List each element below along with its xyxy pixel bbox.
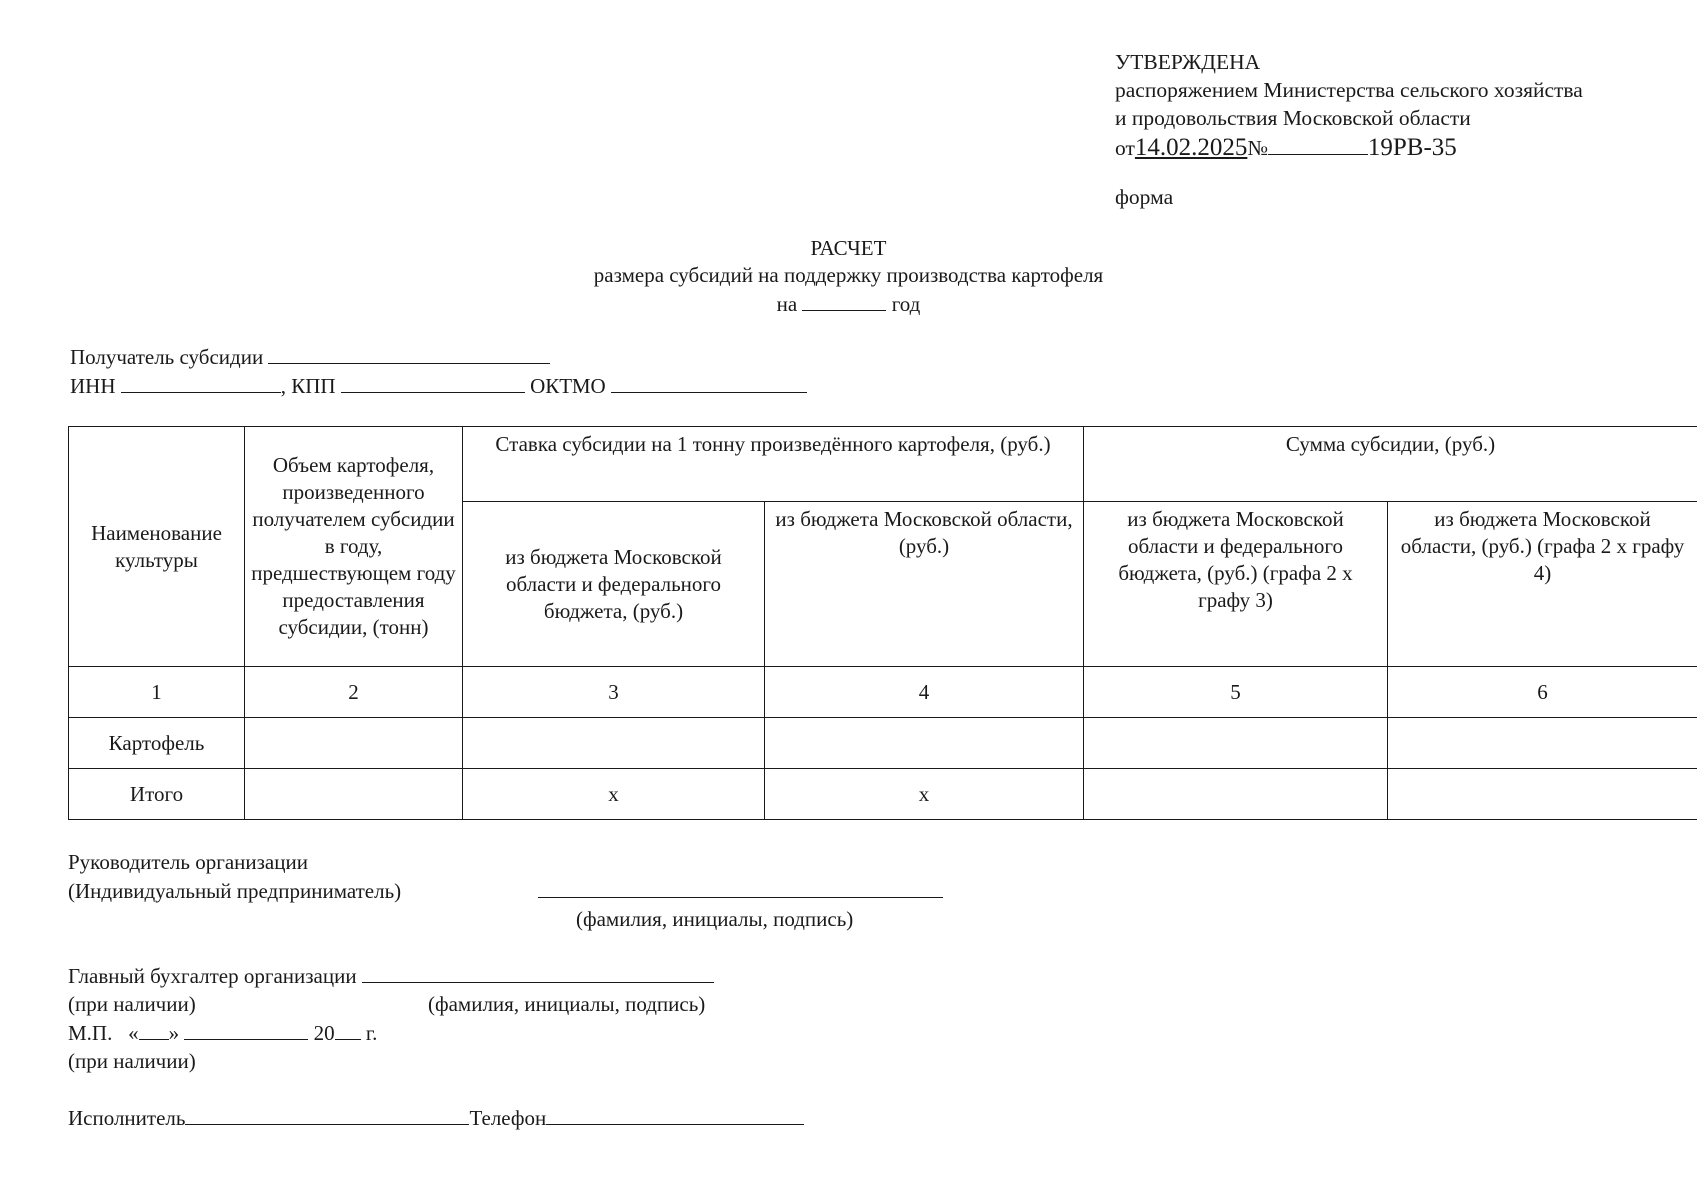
- column-number: 1: [69, 667, 245, 718]
- column-number: 6: [1388, 667, 1697, 718]
- approval-line-1: распоряжением Министерства сельского хозяйства: [1115, 78, 1583, 102]
- column-numbers-row: [69, 667, 1697, 718]
- table-cell[interactable]: [1084, 718, 1388, 769]
- table-row-potato: [69, 718, 1697, 769]
- col4-header: из бюджета Московской области, (руб.): [765, 502, 1084, 667]
- table-cell[interactable]: [463, 718, 765, 769]
- approval-number-sign: №: [1247, 136, 1268, 160]
- table-cell[interactable]: [1388, 718, 1697, 769]
- approval-order-line: [1115, 132, 1583, 163]
- table-cell[interactable]: [1084, 769, 1388, 820]
- recipient-label: Получатель субсидии: [70, 345, 264, 369]
- inn-label: ИНН: [70, 374, 116, 398]
- approval-line-2: и продовольствия Московской области: [1115, 106, 1471, 130]
- date-open-quote: «: [128, 1021, 139, 1045]
- form-label: форма: [1115, 185, 1174, 209]
- oktmo-field[interactable]: [611, 371, 807, 393]
- approval-block: [1115, 48, 1583, 211]
- column-number: 4: [765, 667, 1084, 718]
- col6-header: из бюджета Московской области, (руб.) (графа 2 x графу 4): [1388, 502, 1697, 667]
- accountant-note-row: [68, 990, 943, 1018]
- year-suffix: год: [891, 292, 921, 316]
- sum-group-header: Сумма субсидии, (руб.): [1084, 427, 1697, 502]
- approval-date: 14.02.2025: [1134, 134, 1248, 161]
- kpp-field[interactable]: [341, 371, 525, 393]
- table-cell[interactable]: [245, 718, 463, 769]
- approval-title: УТВЕРЖДЕНА: [1115, 50, 1261, 74]
- date-close-quote: »: [168, 1021, 180, 1045]
- stamp-date-row: [68, 1018, 943, 1047]
- head-signature-field[interactable]: [538, 876, 943, 898]
- executor-row: [68, 1103, 943, 1132]
- column-number: 2: [245, 667, 463, 718]
- recipient-block: [70, 342, 807, 400]
- day-field[interactable]: [139, 1018, 169, 1040]
- accountant-signature-caption: (фамилия, инициалы, подпись): [428, 992, 706, 1016]
- approval-number: 19РВ-35: [1367, 134, 1457, 161]
- table-cell[interactable]: [1388, 769, 1697, 820]
- column-number: 3: [463, 667, 765, 718]
- accountant-note: (при наличии): [68, 992, 196, 1016]
- table-cell: x: [463, 769, 765, 820]
- table-header-row-1: [69, 427, 1697, 502]
- year-prefix-20: 20: [313, 1021, 335, 1045]
- head-line-2-row: [68, 876, 943, 905]
- document-title-block: [0, 235, 1697, 318]
- kpp-label: , КПП: [280, 374, 336, 398]
- month-field[interactable]: [184, 1018, 308, 1040]
- accountant-signature-field[interactable]: [362, 961, 714, 983]
- subsidy-calculation-table: [68, 426, 1697, 820]
- table-cell[interactable]: [245, 769, 463, 820]
- col3-header: из бюджета Московской области и федерального бюджета, (руб.): [463, 502, 765, 667]
- executor-field[interactable]: [185, 1103, 469, 1125]
- sign-year-field[interactable]: [335, 1018, 361, 1040]
- head-line-1: Руководитель организации: [68, 850, 308, 874]
- approval-from-prefix: от: [1115, 136, 1135, 160]
- table-cell: x: [765, 769, 1084, 820]
- year-line: [0, 289, 1697, 318]
- executor-label: Исполнитель: [68, 1106, 186, 1130]
- col2-header: Объем картофеля, произведенного получателем субсидии в году, предшествующем году предоставления субсидии, (тонн): [245, 427, 463, 667]
- tax-ids-row: [70, 371, 807, 400]
- column-number: 5: [1084, 667, 1388, 718]
- accountant-row: [68, 961, 943, 990]
- stamp-note: (при наличии): [68, 1049, 196, 1073]
- table-row-total: [69, 769, 1697, 820]
- head-caption-row: [68, 905, 943, 933]
- document-title: РАСЧЕТ: [810, 236, 887, 260]
- signatures-block: [68, 848, 943, 1132]
- year-field[interactable]: [802, 289, 886, 311]
- stamp-label: М.П.: [68, 1021, 113, 1045]
- table-cell[interactable]: [765, 718, 1084, 769]
- row-name: Итого: [69, 769, 245, 820]
- phone-label: Телефон: [469, 1106, 547, 1130]
- accountant-label: Главный бухгалтер организации: [68, 964, 357, 988]
- inn-field[interactable]: [121, 371, 281, 393]
- recipient-field[interactable]: [268, 342, 550, 364]
- year-suffix-g: г.: [365, 1021, 378, 1045]
- row-name: Картофель: [69, 718, 245, 769]
- year-prefix: на: [776, 292, 798, 316]
- col1-header: Наименование культуры: [69, 427, 245, 667]
- head-signature-caption: (фамилия, инициалы, подпись): [576, 907, 854, 931]
- rate-group-header: Ставка субсидии на 1 тонну произведённого картофеля, (руб.): [463, 427, 1084, 502]
- recipient-row: [70, 342, 807, 371]
- document-subtitle: размера субсидий на поддержку производства картофеля: [593, 263, 1104, 287]
- approval-number-underline: [1268, 132, 1368, 155]
- phone-field[interactable]: [546, 1103, 804, 1125]
- head-line-2: (Индивидуальный предприниматель): [68, 879, 402, 903]
- col5-header: из бюджета Московской области и федерального бюджета, (руб.) (графа 2 x графу 3): [1084, 502, 1388, 667]
- oktmo-label: ОКТМО: [530, 374, 606, 398]
